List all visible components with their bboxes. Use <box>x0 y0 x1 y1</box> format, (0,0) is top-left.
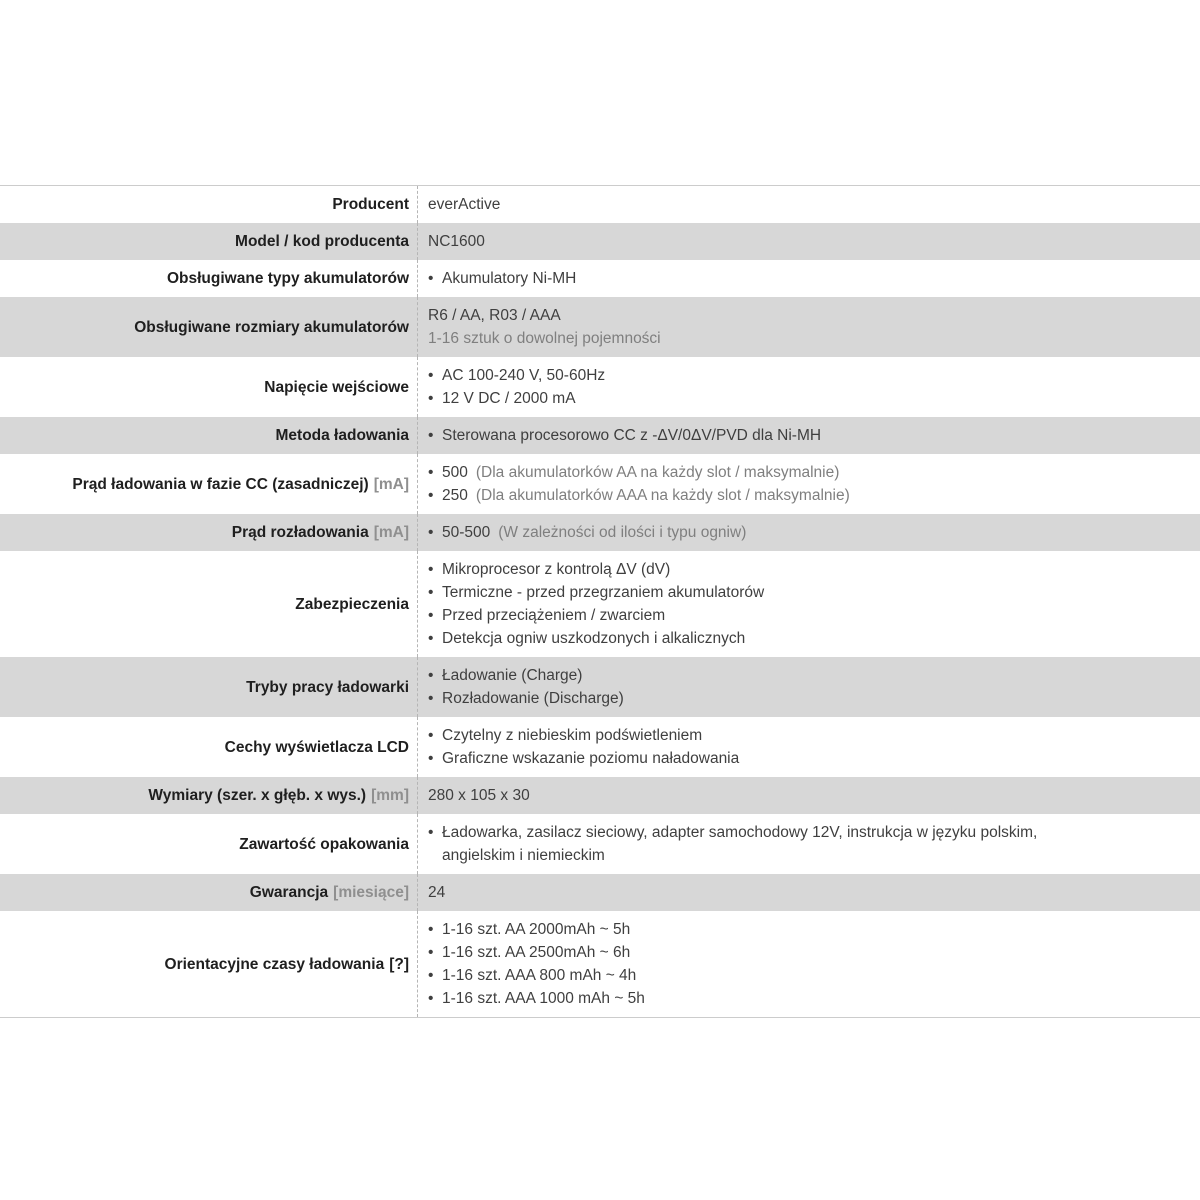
spec-value-content <box>442 918 1088 941</box>
spec-value-cell <box>418 814 1200 874</box>
spec-label-unit: [mA] <box>373 524 409 541</box>
spec-label-text: Wymiary (szer. x głęb. x wys.) <box>148 787 367 804</box>
spec-value-cell <box>418 551 1200 657</box>
spec-label-text: Tryby pracy ładowarki <box>246 678 409 696</box>
spec-value-content <box>442 581 1088 604</box>
spec-label-unit: [mA] <box>373 475 409 493</box>
spec-label-cell <box>0 657 418 717</box>
spec-value-cell <box>418 514 1200 551</box>
spec-value-cell <box>418 454 1200 514</box>
spec-value-content <box>442 484 1088 507</box>
spec-value-cell <box>418 297 1200 357</box>
spec-value-line <box>428 558 1088 581</box>
spec-label-text: Obsługiwane typy akumulatorów <box>166 270 409 287</box>
spec-value-content <box>442 941 1088 964</box>
spec-label-text: Orientacyjne czasy ładowania <box>164 955 385 973</box>
spec-value-line <box>428 304 1088 327</box>
spec-value-line <box>428 987 1088 1010</box>
spec-table <box>0 185 1200 1018</box>
spec-value-text: Termiczne - przed przegrzaniem akumulatorów <box>442 584 765 601</box>
spec-value-line <box>428 461 1088 484</box>
spec-value-content <box>428 230 1088 253</box>
spec-row <box>0 357 1200 417</box>
help-link[interactable]: [?] <box>389 955 409 973</box>
spec-row <box>0 223 1200 260</box>
spec-label-cell <box>0 417 418 454</box>
spec-value-line <box>428 941 1088 964</box>
spec-value-line <box>428 687 1088 710</box>
bullet-icon: • <box>428 667 434 684</box>
spec-value-text: Przed przeciążeniem / zwarciem <box>442 607 666 624</box>
spec-value-content <box>428 784 1088 807</box>
spec-label-text: Gwarancja <box>249 884 329 901</box>
spec-label-cell <box>0 911 418 1017</box>
spec-value-text: AC 100-240 V, 50-60Hz <box>442 367 606 384</box>
bullet-icon: • <box>428 824 434 841</box>
spec-row <box>0 297 1200 357</box>
spec-value-content <box>442 687 1088 710</box>
spec-value-content <box>442 461 1088 484</box>
spec-value-content <box>442 627 1088 650</box>
bullet-icon: • <box>428 750 434 767</box>
spec-label-unit: [mm] <box>371 787 409 804</box>
spec-value-text: Rozładowanie (Discharge) <box>442 690 624 707</box>
spec-label-text: Obsługiwane rozmiary akumulatorów <box>134 318 409 336</box>
spec-value-text: Detekcja ogniw uszkodzonych i alkalicznych <box>442 630 746 647</box>
spec-label-text: Zawartość opakowania <box>239 835 409 853</box>
spec-value-content <box>442 558 1088 581</box>
spec-label-text: Model / kod producenta <box>235 233 409 250</box>
spec-label-unit: [miesiące] <box>333 884 409 901</box>
spec-row <box>0 186 1200 223</box>
spec-label-cell <box>0 814 418 874</box>
spec-label-text: Prąd ładowania w fazie CC (zasadniczej) <box>72 475 369 493</box>
spec-value-text: R6 / AA, R03 / AAA <box>428 307 561 324</box>
spec-value-cell <box>418 260 1200 297</box>
spec-value-line <box>428 918 1088 941</box>
spec-value-text: 50-500 <box>442 524 491 541</box>
spec-value-cell <box>418 417 1200 454</box>
bullet-icon: • <box>428 427 434 444</box>
spec-value-cell <box>418 717 1200 777</box>
spec-value-cell <box>418 911 1200 1017</box>
spec-value-content <box>428 304 1088 327</box>
spec-label-text: Metoda ładowania <box>275 427 409 444</box>
spec-value-content <box>442 521 1088 544</box>
spec-label-cell <box>0 454 418 514</box>
spec-value-content <box>442 664 1088 687</box>
spec-value-content <box>442 821 1088 867</box>
spec-value-text: everActive <box>428 196 501 213</box>
spec-value-cell <box>418 777 1200 814</box>
spec-value-content <box>442 267 1088 290</box>
spec-label-cell <box>0 223 418 260</box>
spec-value-line <box>428 604 1088 627</box>
spec-row <box>0 260 1200 297</box>
spec-value-text: 1-16 szt. AA 2500mAh ~ 6h <box>442 944 631 961</box>
bullet-icon: • <box>428 921 434 938</box>
spec-row <box>0 874 1200 911</box>
spec-label-cell <box>0 297 418 357</box>
spec-value-line <box>428 664 1088 687</box>
spec-value-content <box>442 604 1088 627</box>
spec-value-line <box>428 387 1088 410</box>
bullet-icon: • <box>428 367 434 384</box>
spec-label-cell <box>0 357 418 417</box>
bullet-icon: • <box>428 464 434 481</box>
bullet-icon: • <box>428 690 434 707</box>
spec-value-text: Akumulatory Ni-MH <box>442 270 577 287</box>
spec-value-text: 280 x 105 x 30 <box>428 787 530 804</box>
spec-value-text: Sterowana procesorowo CC z -ΔV/0ΔV/PVD dla Ni-MH <box>442 427 822 444</box>
bullet-icon: • <box>428 990 434 1007</box>
spec-value-text: 24 <box>428 884 446 901</box>
spec-row <box>0 717 1200 777</box>
spec-label-text: Prąd rozładowania <box>231 524 369 541</box>
spec-value-cell <box>418 357 1200 417</box>
spec-value-line <box>428 327 1088 350</box>
spec-value-content <box>428 327 1088 350</box>
spec-value-text: Ładowanie (Charge) <box>442 667 583 684</box>
spec-value-line <box>428 581 1088 604</box>
bullet-icon: • <box>428 584 434 601</box>
spec-value-cell <box>418 186 1200 223</box>
bullet-icon: • <box>428 390 434 407</box>
spec-value-note: 1-16 sztuk o dowolnej pojemności <box>428 330 661 347</box>
spec-value-note: (Dla akumulatorków AA na każdy slot / maksymalnie) <box>475 464 840 481</box>
spec-row <box>0 777 1200 814</box>
spec-row <box>0 814 1200 874</box>
bullet-icon: • <box>428 561 434 578</box>
spec-label-text: Napięcie wejściowe <box>264 378 409 396</box>
spec-value-text: NC1600 <box>428 233 485 250</box>
spec-value-line <box>428 821 1088 867</box>
spec-value-line <box>428 230 1088 253</box>
spec-value-content <box>442 964 1088 987</box>
spec-row <box>0 657 1200 717</box>
spec-value-line <box>428 193 1088 216</box>
spec-value-cell <box>418 223 1200 260</box>
spec-value-text: 1-16 szt. AA 2000mAh ~ 5h <box>442 921 631 938</box>
spec-label-cell <box>0 717 418 777</box>
spec-value-content <box>442 724 1088 747</box>
spec-value-cell <box>418 657 1200 717</box>
spec-label-text: Zabezpieczenia <box>295 595 409 613</box>
spec-value-line <box>428 724 1088 747</box>
spec-value-line <box>428 424 1088 447</box>
spec-label-cell <box>0 551 418 657</box>
spec-value-line <box>428 364 1088 387</box>
spec-row <box>0 551 1200 657</box>
spec-row <box>0 911 1200 1017</box>
spec-row <box>0 417 1200 454</box>
bullet-icon: • <box>428 607 434 624</box>
spec-value-line <box>428 627 1088 650</box>
spec-label-text: Cechy wyświetlacza LCD <box>224 738 409 756</box>
spec-value-text: Graficzne wskazanie poziomu naładowania <box>442 750 740 767</box>
spec-row <box>0 454 1200 514</box>
spec-value-text: 1-16 szt. AAA 800 mAh ~ 4h <box>442 967 637 984</box>
spec-value-content <box>442 387 1088 410</box>
spec-value-text: Czytelny z niebieskim podświetleniem <box>442 727 703 744</box>
spec-value-note: (Dla akumulatorków AAA na każdy slot / maksymalnie) <box>475 487 850 504</box>
spec-value-content <box>442 747 1088 770</box>
spec-label-cell <box>0 186 418 223</box>
spec-value-content <box>428 881 1088 904</box>
spec-value-note: (W zależności od ilości i typu ogniw) <box>498 524 747 541</box>
spec-value-text: 500 <box>442 464 468 481</box>
bullet-icon: • <box>428 270 434 287</box>
spec-value-line <box>428 881 1088 904</box>
spec-row <box>0 514 1200 551</box>
spec-label-cell <box>0 260 418 297</box>
spec-value-line <box>428 964 1088 987</box>
spec-value-text: 250 <box>442 487 468 504</box>
bullet-icon: • <box>428 967 434 984</box>
spec-value-line <box>428 784 1088 807</box>
spec-value-content <box>442 987 1088 1010</box>
spec-value-line <box>428 747 1088 770</box>
bullet-icon: • <box>428 630 434 647</box>
spec-value-line <box>428 521 1088 544</box>
bullet-icon: • <box>428 944 434 961</box>
spec-value-content <box>428 193 1088 216</box>
spec-value-content <box>442 364 1088 387</box>
spec-value-text: Mikroprocesor z kontrolą ΔV (dV) <box>442 561 671 578</box>
spec-label-cell <box>0 514 418 551</box>
spec-value-text: Ładowarka, zasilacz sieciowy, adapter samochodowy 12V, instrukcja w języku polskim, angielskim i niemieckim <box>442 824 1038 864</box>
spec-label-cell <box>0 777 418 814</box>
spec-label-cell <box>0 874 418 911</box>
spec-value-line <box>428 267 1088 290</box>
spec-value-text: 12 V DC / 2000 mA <box>442 390 576 407</box>
spec-value-cell <box>418 874 1200 911</box>
spec-value-content <box>442 424 1088 447</box>
spec-value-line <box>428 484 1088 507</box>
spec-label-text: Producent <box>332 196 409 213</box>
bullet-icon: • <box>428 524 434 541</box>
bullet-icon: • <box>428 727 434 744</box>
bullet-icon: • <box>428 487 434 504</box>
spec-value-text: 1-16 szt. AAA 1000 mAh ~ 5h <box>442 990 645 1007</box>
